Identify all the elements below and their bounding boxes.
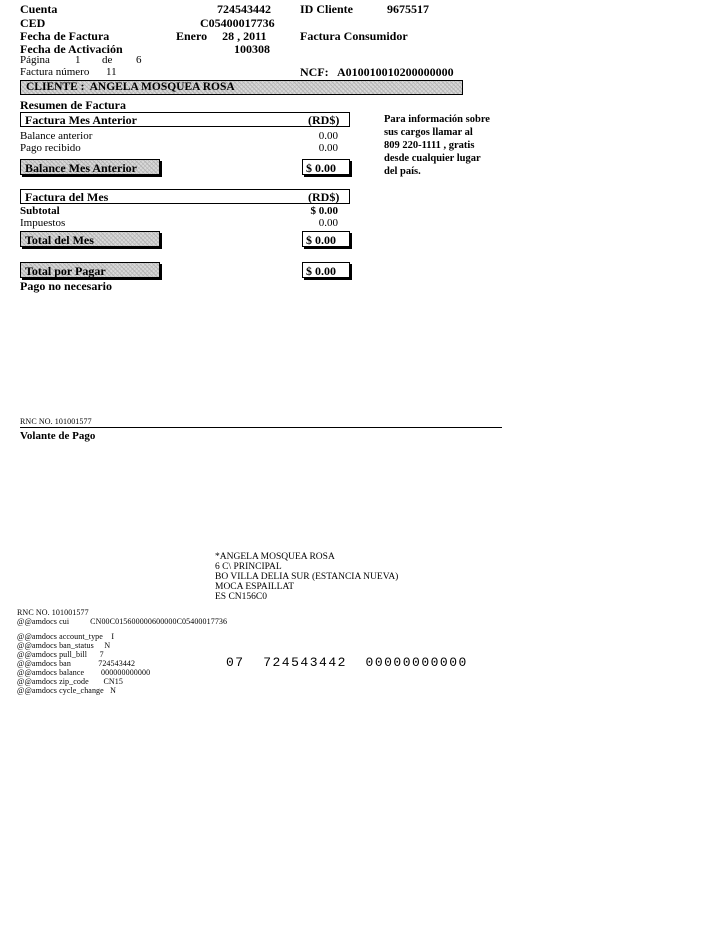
total-pagar-value-box: [302, 262, 350, 278]
address-line-3: BO VILLA DELIA SUR (ESTANCIA NUEVA): [215, 572, 399, 582]
pagina-num: 1: [75, 54, 81, 66]
total-mes-label: Total del Mes: [25, 233, 94, 247]
del-mes-header-label: Factura del Mes: [25, 190, 109, 204]
scanline: 07 724543442 00000000000: [226, 655, 468, 670]
id-cliente-value: 9675517: [387, 2, 429, 16]
fecha-activacion-value: 100308: [234, 42, 270, 56]
amdocs-line: @@amdocs balance 000000000000: [17, 668, 151, 677]
address-line-5: ES CN156C0: [215, 592, 267, 602]
pagina-de: de: [102, 54, 113, 66]
cliente-bar: [20, 80, 463, 95]
total-mes-box: [20, 231, 160, 247]
ced-value: C05400017736: [200, 16, 275, 30]
info-line-4: desde cualquier lugar: [384, 153, 481, 164]
info-line-5: del país.: [384, 166, 421, 177]
factura-tipo: Factura Consumidor: [300, 29, 408, 43]
del-mes-currency: (RD$): [308, 190, 340, 204]
balance-mes-anterior-box: [20, 159, 160, 175]
amdocs-cui: @@amdocs cui CN00C015600000600000C05400017736: [17, 617, 228, 626]
ncf: NCF: A010010010200000000: [300, 65, 454, 79]
resumen-title: Resumen de Factura: [20, 98, 126, 112]
amdocs-line: @@amdocs cycle_change N: [17, 686, 116, 695]
ced-label: CED: [20, 16, 46, 30]
address-line-2: 6 C\ PRINCIPAL: [215, 562, 282, 572]
amdocs-line: @@amdocs ban 724543442: [17, 659, 136, 668]
mes-anterior-header: [20, 112, 350, 127]
pagina-total: 6: [136, 54, 142, 66]
impuestos-value: 0.00: [318, 217, 338, 229]
balance-mes-anterior-label: Balance Mes Anterior: [25, 161, 137, 175]
fecha-factura-label: Fecha de Factura: [20, 29, 110, 43]
cuenta-label: Cuenta: [20, 2, 58, 16]
balance-mes-anterior-value-box: [302, 159, 350, 175]
total-pagar-value: $ 0.00: [306, 264, 336, 278]
amdocs-line: @@amdocs ban_status N: [17, 641, 111, 650]
factura-numero-label: Factura número: [20, 66, 90, 78]
amdocs-line: @@amdocs zip_code CN15: [17, 677, 123, 686]
mes-anterior-header-label: Factura Mes Anterior: [25, 113, 137, 127]
info-line-1: Para información sobre: [384, 114, 490, 125]
impuestos-label: Impuestos: [20, 217, 66, 229]
fecha-activacion-label: Fecha de Activación: [20, 42, 123, 56]
balance-anterior-label: Balance anterior: [20, 130, 93, 142]
total-pagar-box: [20, 262, 160, 278]
balance-anterior-value: 0.00: [318, 130, 338, 142]
stub-divider: [20, 427, 502, 428]
amdocs-line: @@amdocs pull_bill 7: [17, 650, 104, 659]
info-line-3: 809 220-1111 , gratis: [384, 140, 475, 151]
factura-numero-value: 11: [106, 66, 117, 78]
address-line-4: MOCA ESPAILLAT: [215, 582, 295, 592]
cliente-name: CLIENTE : ANGELA MOSQUEA ROSA: [26, 81, 235, 93]
total-pagar-label: Total por Pagar: [25, 264, 106, 278]
volante-title: Volante de Pago: [20, 430, 96, 442]
info-line-2: sus cargos llamar al: [384, 127, 473, 138]
pago-recibido-label: Pago recibido: [20, 142, 81, 154]
rnc-bottom: RNC NO. 101001577: [17, 608, 89, 617]
subtotal-value: $ 0.00: [310, 205, 338, 217]
address-line-1: *ANGELA MOSQUEA ROSA: [215, 552, 335, 562]
cuenta-value: 724543442: [217, 2, 271, 16]
amdocs-line: @@amdocs account_type I: [17, 632, 115, 641]
pago-recibido-value: 0.00: [318, 142, 338, 154]
id-cliente-label: ID Cliente: [300, 2, 353, 16]
pago-note: Pago no necesario: [20, 279, 112, 293]
pagina-label: Página: [20, 54, 50, 66]
mes-anterior-currency: (RD$): [308, 113, 340, 127]
total-mes-value-box: [302, 231, 350, 247]
del-mes-header: [20, 189, 350, 204]
balance-mes-anterior-value: $ 0.00: [306, 161, 336, 175]
total-mes-value: $ 0.00: [306, 233, 336, 247]
rnc-top: RNC NO. 101001577: [20, 417, 92, 426]
subtotal-label: Subtotal: [20, 205, 60, 217]
fecha-factura-value: Enero 28 , 2011: [176, 29, 267, 43]
